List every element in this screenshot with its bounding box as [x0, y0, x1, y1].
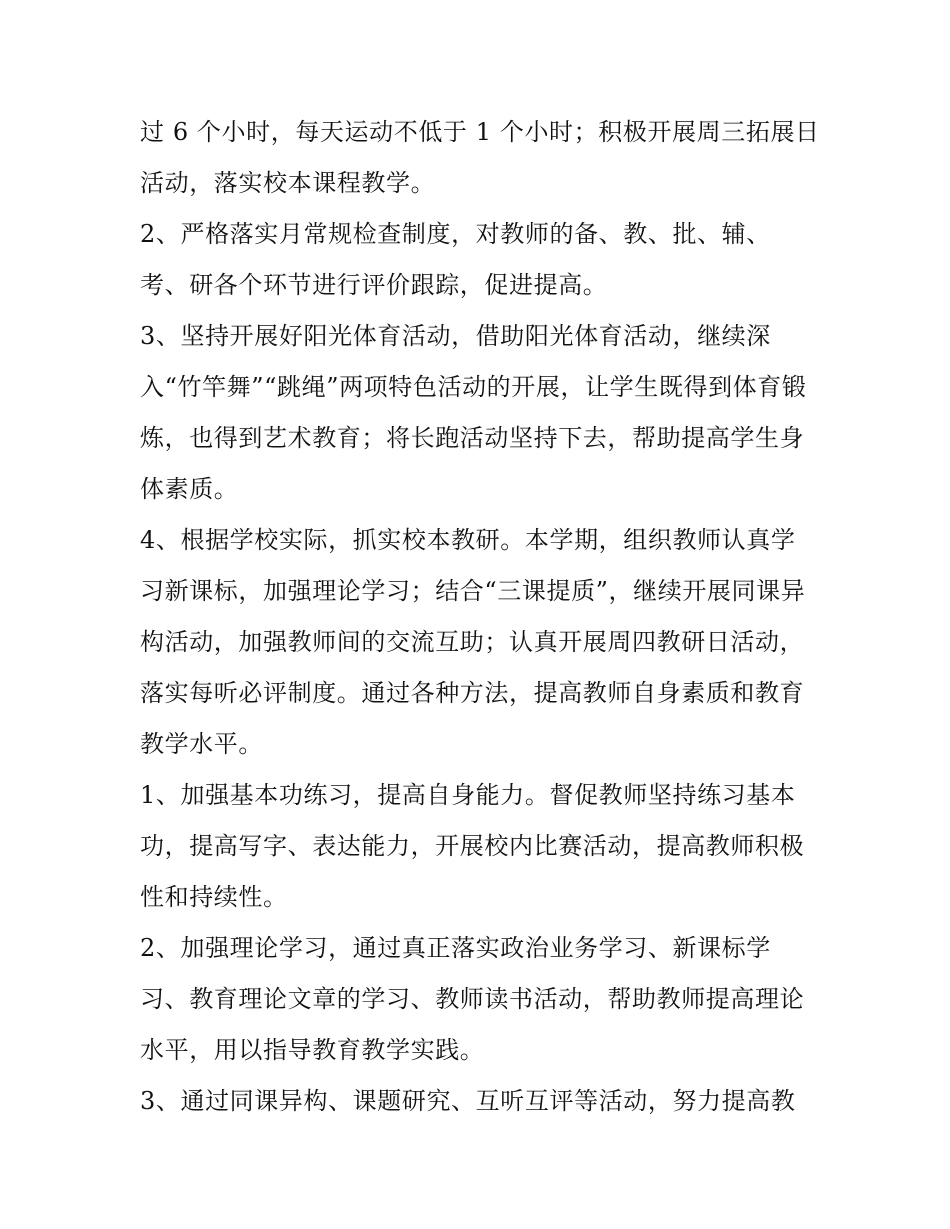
text-line: 3、通过同课异构、课题研究、互听互评等活动，努力提高教: [140, 1087, 796, 1115]
text-line: 性和持续性。: [140, 883, 288, 911]
text-line: 体素质。: [140, 475, 239, 503]
text-line: 习、教育理论文章的学习、教师读书活动，帮助教师提高理论: [140, 985, 805, 1013]
text-line: 入“竹竿舞”“跳绳”两项特色活动的开展，让学生既得到体育锻: [140, 373, 807, 401]
text-line: 炼，也得到艺术教育；将长跑活动坚持下去，帮助提高学生身: [140, 424, 805, 452]
text-line: 3、坚持开展好阳光体育活动，借助阳光体育活动，继续深: [140, 322, 771, 350]
text-line: 4、根据学校实际，抓实校本教研。本学期，组织教师认真学: [140, 526, 796, 554]
text-line: 1、加强基本功练习，提高自身能力。督促教师坚持练习基本: [140, 781, 796, 809]
text-line: 落实每听必评制度。通过各种方法，提高教师自身素质和教育: [140, 679, 805, 707]
text-line: 教学水平。: [140, 730, 263, 758]
text-line: 过 6 个小时，每天运动不低于 1 个小时；积极开展周三拓展日: [140, 118, 820, 146]
text-line: 习新课标，加强理论学习；结合“三课提质”，继续开展同课异: [140, 577, 806, 605]
text-line: 2、严格落实月常规检查制度，对教师的备、教、批、辅、: [140, 220, 771, 248]
text-line: 功，提高写字、表达能力，开展校内比赛活动，提高教师积极: [140, 832, 805, 860]
text-line: 水平，用以指导教育教学实践。: [140, 1036, 485, 1064]
text-line: 考、研各个环节进行评价跟踪，促进提高。: [140, 271, 608, 299]
text-line: 2、加强理论学习，通过真正落实政治业务学习、新课标学: [140, 934, 771, 962]
text-line: 构活动，加强教师间的交流互助；认真开展周四教研日活动，: [140, 628, 805, 656]
document-body: [140, 107, 830, 1127]
text-line: 活动，落实校本课程教学。: [140, 169, 436, 197]
